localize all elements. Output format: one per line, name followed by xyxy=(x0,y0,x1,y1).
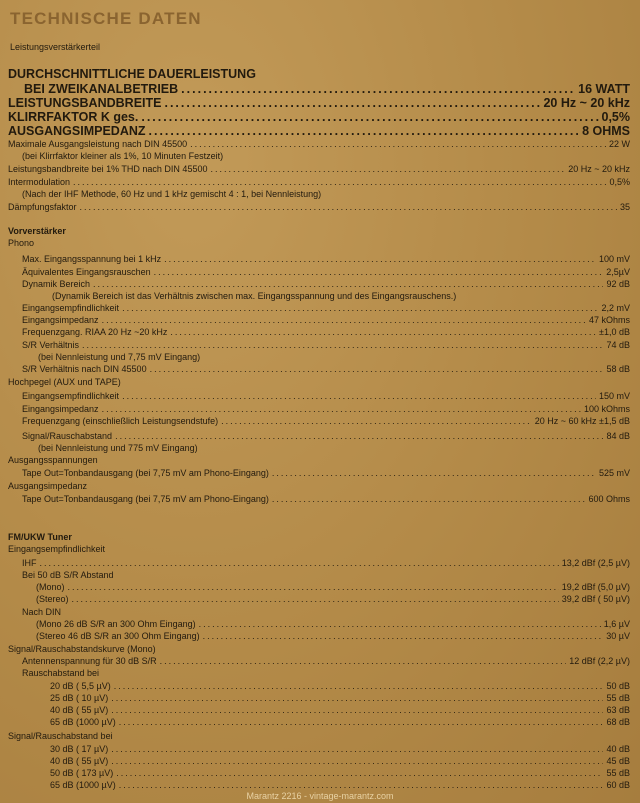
spec-row: BEI ZWEIKANALBETRIEB ..... 16 WATT xyxy=(24,82,630,96)
spec-row: Tape Out=Tonbandausgang (bei 7,75 mV am Phono-Eingang) ..... 600 Ohms xyxy=(22,494,630,505)
section-heading: Leistungsverstärkerteil xyxy=(10,42,101,52)
spec-row: 25 dB ( 10 µV) ..... 55 dB xyxy=(50,693,630,704)
spec-row: 65 dB (1000 µV) ..... 68 dB xyxy=(50,717,630,728)
spec-row: (Mono 26 dB S/R an 300 Ohm Eingang) ..... 1,6 µV xyxy=(36,619,630,630)
spec-row: 50 dB ( 173 µV) ..... 55 dB xyxy=(50,768,630,779)
page-title: TECHNISCHE DATEN xyxy=(10,9,202,28)
spec-row: IHF ..... 13,2 dBf (2,5 µV) xyxy=(22,558,630,569)
spec-row: Signal/Rauschabstand ..... 84 dB xyxy=(22,431,630,442)
spec-row: Eingangsimpedanz ..... 100 kOhms xyxy=(22,404,630,415)
subsection-heading: Ausgangsspannungen xyxy=(8,455,98,465)
spec-row: Maximale Ausgangsleistung nach DIN 45500 ..... 22 W xyxy=(8,139,630,150)
spec-row: 20 dB ( 5,5 µV) ..... 50 dB xyxy=(50,681,630,692)
spec-row: Frequenzgang. RIAA 20 Hz ~20 kHz ..... ±1,0 dB xyxy=(22,327,630,338)
spec-row: (Stereo) ..... 39,2 dBf ( 50 µV) xyxy=(36,594,630,605)
spec-row: (Stereo 46 dB S/R an 300 Ohm Eingang) ..... 30 µV xyxy=(36,631,630,642)
subsection-heading: Signal/Rauschabstandskurve (Mono) xyxy=(8,644,156,654)
spec-row: Tape Out=Tonbandausgang (bei 7,75 mV am Phono-Eingang) ..... 525 mV xyxy=(22,468,630,479)
spec-row: 65 dB (1000 µV) ..... 60 dB xyxy=(50,780,630,791)
spec-row: S/R Verhältnis ..... 74 dB xyxy=(22,340,630,351)
subsection-heading: Signal/Rauschabstand bei xyxy=(8,731,113,741)
spec-note: (bei Nennleistung und 775 mV Eingang) xyxy=(38,443,198,453)
spec-row: DURCHSCHNITTLICHE DAUERLEISTUNG xyxy=(8,67,256,81)
spec-row: Max. Eingangsspannung bei 1 kHz ..... 100 mV xyxy=(22,254,630,265)
subsection-heading: Hochpegel (AUX und TAPE) xyxy=(8,377,121,387)
watermark-footer: Marantz 2216 - vintage-marantz.com xyxy=(246,791,394,801)
spec-note: (bei Klirrfaktor kleiner als 1%, 10 Minuten Festzeit) xyxy=(22,151,224,161)
spec-row: Eingangsempfindlichkeit ..... 2,2 mV xyxy=(22,303,630,314)
subsection-heading: Phono xyxy=(8,238,35,248)
spec-row: Intermodulation ..... 0,5% xyxy=(8,177,630,188)
subsection-heading: Ausgangsimpedanz xyxy=(8,481,88,491)
spec-row: 30 dB ( 17 µV) ..... 40 dB xyxy=(50,744,630,755)
subsection-heading: Rauschabstand bei xyxy=(22,668,100,678)
spec-row: Eingangsempfindlichkeit ..... 150 mV xyxy=(22,391,630,402)
spec-row: Äquivalentes Eingangsrauschen ..... 2,5µV xyxy=(22,267,630,278)
spec-row: Dynamik Bereich ..... 92 dB xyxy=(22,279,630,290)
spec-note: (Dynamik Bereich ist das Verhältnis zwischen max. Eingangsspannung und des Eingangsrauschens.) xyxy=(52,291,457,301)
spec-row: (Mono) ..... 19,2 dBf (5,0 µV) xyxy=(36,582,630,593)
spec-row: 40 dB ( 55 µV) ..... 63 dB xyxy=(50,705,630,716)
subsection-heading: Eingangsempfindlichkeit xyxy=(8,544,106,554)
spec-row: AUSGANGSIMPEDANZ ..... 8 OHMS xyxy=(8,124,630,138)
spec-note: (bei Nennleistung und 7,75 mV Eingang) xyxy=(38,352,201,362)
spec-row: S/R Verhältnis nach DIN 45500 ..... 58 dB xyxy=(22,364,630,375)
subsection-heading: Nach DIN xyxy=(22,607,62,617)
section-heading: Vorverstärker xyxy=(8,226,66,236)
spec-row: Leistungsbandbreite bei 1% THD nach DIN 45500 ..... 20 Hz ~ 20 kHz xyxy=(8,164,630,175)
spec-row: Dämpfungsfaktor ..... 35 xyxy=(8,202,630,213)
spec-row: LEISTUNGSBANDBREITE ..... 20 Hz ~ 20 kHz xyxy=(8,96,630,110)
spec-row: Eingangsimpedanz ..... 47 kOhms xyxy=(22,315,630,326)
section-heading: FM/UKW Tuner xyxy=(8,532,72,542)
spec-row: Frequenzgang (einschließlich Leistungsendstufe) ..... 20 Hz ~ 60 kHz ±1,5 dB xyxy=(22,416,630,427)
spec-row: 40 dB ( 55 µV) ..... 45 dB xyxy=(50,756,630,767)
spec-row: KLIRRFAKTOR K ges. ..... 0,5% xyxy=(8,110,630,124)
subsection-heading: Bei 50 dB S/R Abstand xyxy=(22,570,114,580)
spec-note: (Nach der IHF Methode, 60 Hz und 1 kHz gemischt 4 : 1, bei Nennleistung) xyxy=(22,189,322,199)
spec-row: Antennenspannung für 30 dB S/R ..... 12 dBf (2,2 µV) xyxy=(22,656,630,667)
